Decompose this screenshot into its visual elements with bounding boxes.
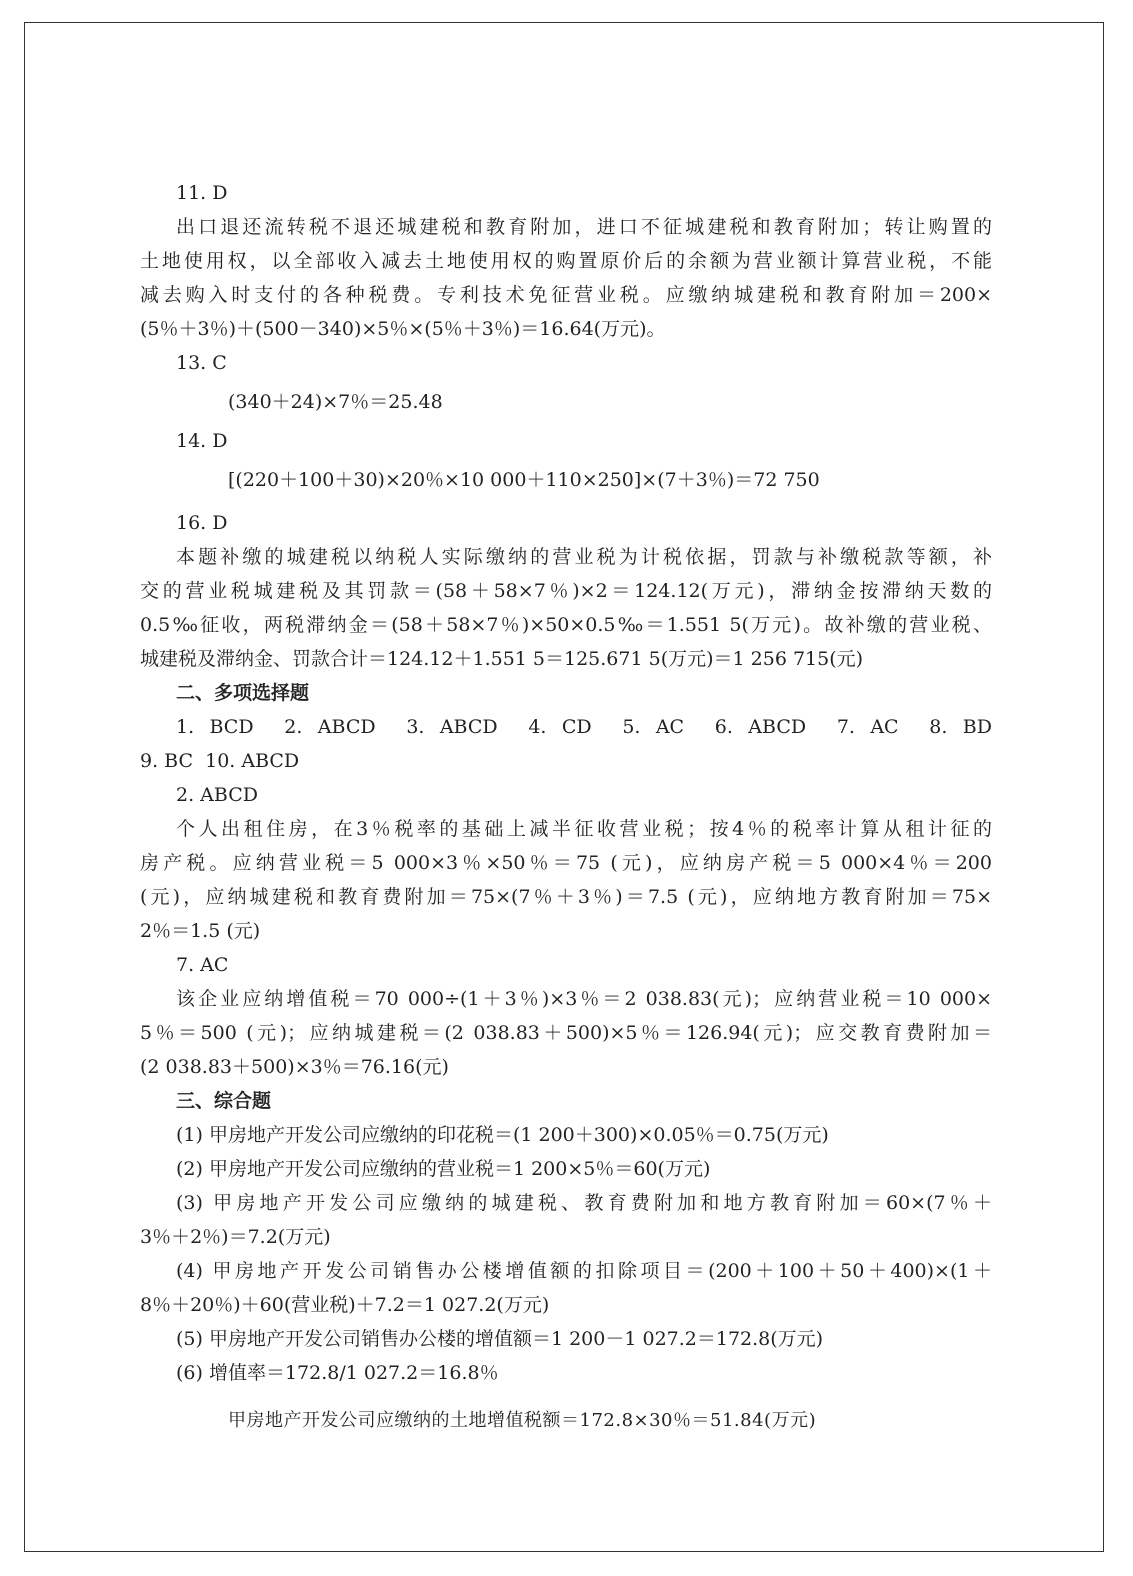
comprehensive-final-result: 甲房地产开发公司应缴纳的土地增值税额＝172.8×30％＝51.84(万元) xyxy=(228,1410,817,1431)
mc-answer-2-text: 个人出租住房，在3％税率的基础上减半征收营业税；按4％的税率计算从租计征的 xyxy=(176,818,992,840)
section-heading-comprehensive: 三、综合题 xyxy=(176,1090,272,1112)
mc-answer-7-text: 5％＝500 (元)；应纳城建税＝(2 038.83＋500)×5％＝126.94(元)；应交教育费附加＝ xyxy=(140,1022,992,1044)
answer-16-text: 城建税及滞纳金、罚款合计＝124.12＋1.551 5＝125.671 5(万元)＝1 256 715(元) xyxy=(140,648,864,670)
mc-answer-2-text: (元)，应纳城建税和教育费附加＝75×(7％＋3％)＝7.5 (元)，应纳地方教育附加＝75× xyxy=(140,886,992,908)
mc-answer-2-text: 2％＝1.5 (元) xyxy=(140,920,261,942)
answer-11-text: 出口退还流转税不退还城建税和教育附加，进口不征城建税和教育附加；转让购置的 xyxy=(176,216,992,238)
section-heading-multiple-choice: 二、多项选择题 xyxy=(176,682,310,704)
answer-13-heading: 13. C xyxy=(176,352,227,374)
comprehensive-step-6: (6) 增值率＝172.8/1 027.2＝16.8％ xyxy=(176,1362,499,1384)
answer-16-heading: 16. D xyxy=(176,512,228,534)
answer-16-text: 0.5‰征收，两税滞纳金＝(58＋58×7％)×50×0.5‰＝1.551 5(万元)。故补缴的营业税、 xyxy=(140,614,992,636)
multiple-choice-answers: 1. BCD 2. ABCD 3. ABCD 4. CD 5. AC 6. ABCD 7. AC 8. BD xyxy=(176,716,992,738)
answer-11-heading: 11. D xyxy=(176,182,228,204)
comprehensive-step-2: (2) 甲房地产开发公司应缴纳的营业税＝1 200×5％＝60(万元) xyxy=(176,1158,711,1180)
multiple-choice-answers: 9. BC 10. ABCD xyxy=(140,750,300,772)
mc-answer-7-heading: 7. AC xyxy=(176,954,229,976)
comprehensive-step-3: (3) 甲房地产开发公司应缴纳的城建税、教育费附加和地方教育附加＝60×(7％＋ xyxy=(176,1192,992,1214)
answer-11-text: 减去购入时支付的各种税费。专利技术免征营业税。应缴纳城建税和教育附加＝200× xyxy=(140,284,992,306)
answer-11-text: (5％＋3％)＋(500－340)×5％×(5％＋3％)＝16.64(万元)。 xyxy=(140,318,666,340)
answer-16-text: 交的营业税城建税及其罚款＝(58＋58×7％)×2＝124.12(万元)，滞纳金按滞纳天数的 xyxy=(140,580,992,602)
document-body xyxy=(140,176,992,1438)
answer-14-formula: [(220＋100＋30)×20％×10 000＋110×250]×(7＋3％)＝72 750 xyxy=(228,469,820,491)
comprehensive-step-1: (1) 甲房地产开发公司应缴纳的印花税＝(1 200＋300)×0.05％＝0.75(万元) xyxy=(176,1124,829,1146)
mc-answer-7-text: (2 038.83＋500)×3％＝76.16(元) xyxy=(140,1056,449,1078)
mc-answer-2-text: 房产税。应纳营业税＝5 000×3％×50％＝75 (元)，应纳房产税＝5 000×4％＝200 xyxy=(140,852,992,874)
comprehensive-step-3: 3％＋2％)＝7.2(万元) xyxy=(140,1226,331,1248)
mc-answer-2-heading: 2. ABCD xyxy=(176,784,258,806)
comprehensive-step-4: (4) 甲房地产开发公司销售办公楼增值额的扣除项目＝(200＋100＋50＋400)×(1＋ xyxy=(176,1260,992,1282)
answer-13-formula: (340＋24)×7％＝25.48 xyxy=(228,391,443,413)
answer-11-text: 土地使用权，以全部收入减去土地使用权的购置原价后的余额为营业额计算营业税，不能 xyxy=(140,250,992,272)
comprehensive-step-4: 8％＋20％)＋60(营业税)＋7.2＝1 027.2(万元) xyxy=(140,1294,550,1316)
answer-16-text: 本题补缴的城建税以纳税人实际缴纳的营业税为计税依据，罚款与补缴税款等额，补 xyxy=(176,546,992,568)
answer-14-heading: 14. D xyxy=(176,430,228,452)
comprehensive-step-5: (5) 甲房地产开发公司销售办公楼的增值额＝1 200－1 027.2＝172.8(万元) xyxy=(176,1328,824,1350)
mc-answer-7-text: 该企业应纳增值税＝70 000÷(1＋3％)×3％＝2 038.83(元)；应纳营业税＝10 000× xyxy=(176,988,992,1010)
